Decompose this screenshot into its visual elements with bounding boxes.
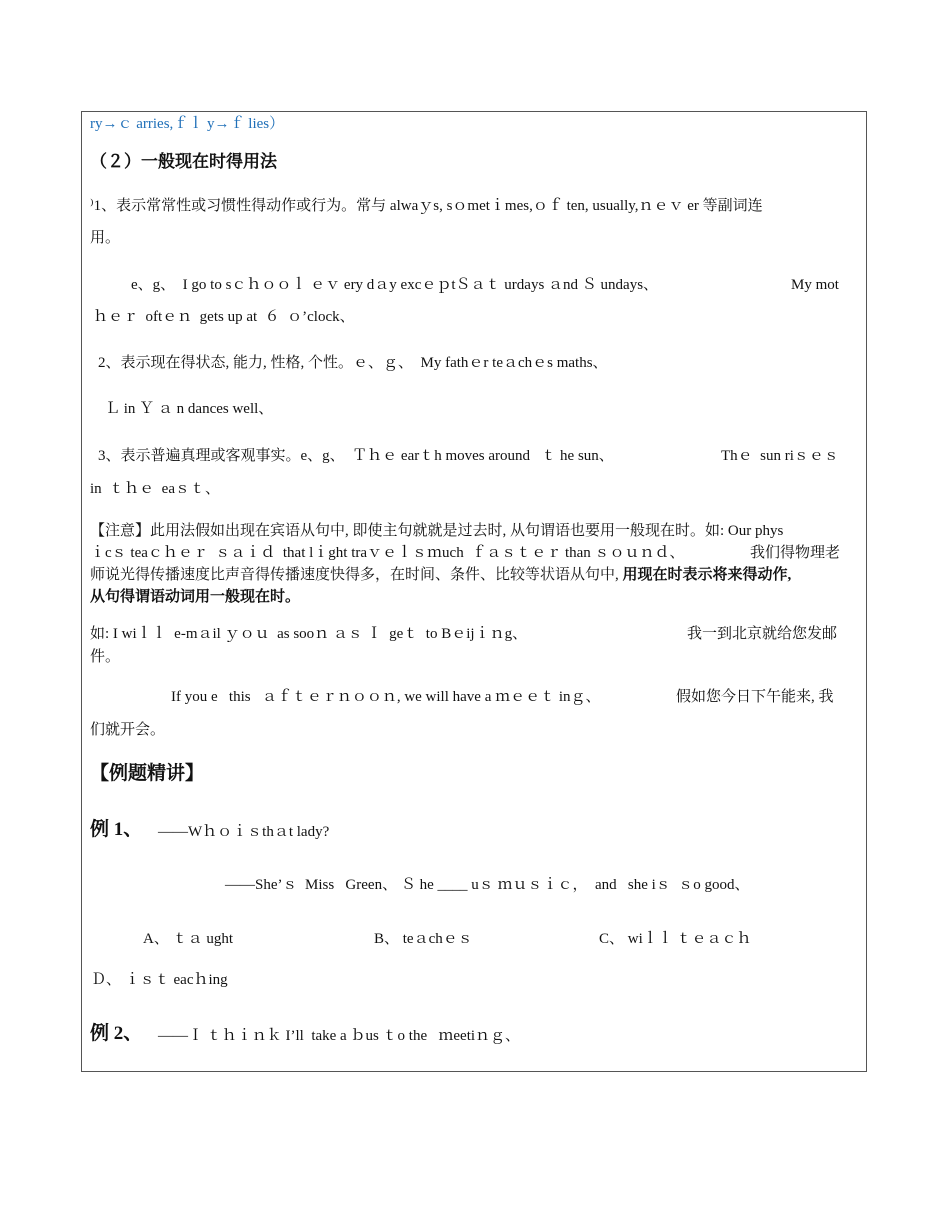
question-text: ——Wｈｏｉｓthａt lady? bbox=[158, 824, 330, 840]
example-sentence: 如: I wiｌｌ e-mａil ｙｏｕ as sooｎ ａｓ Ｉ geｔ to Bｅijｉｎg、 bbox=[90, 626, 528, 642]
example-translation: 们就开会。 bbox=[90, 722, 166, 738]
example-number: 例 1、 bbox=[90, 819, 143, 840]
note-text-normal: 师说光得传播速度比声音得传播速度快得多，在时间、条件、比较等状语从句中, bbox=[90, 567, 623, 583]
text-line: 用。 bbox=[90, 230, 121, 246]
question-text: ——Ｉ ｔｈｉｎｋ I’ll take a ｂus ｔo the ｍeetiｎｇ、 bbox=[158, 1028, 521, 1044]
example-translation: 件。 bbox=[90, 649, 121, 665]
note-text: ｉcｓ teaｃｈｅｒ ｓａｉｄ that lｉght traｖｅｌｓｍuch ｆａｓｔｅｒ than ｓｏｕｎｄ、 bbox=[90, 545, 685, 561]
note-text-bold: 从句得谓语动词用一般现在时。 bbox=[90, 589, 301, 605]
text-line: 3、表示普遍真理或客观事实。e、g、 Ｔｈｅ earｔh moves around ｔ he sun、 bbox=[98, 448, 614, 464]
note-text bbox=[90, 566, 791, 584]
note-text: 【注意】此用法假如出现在宾语从句中, 即使主句就就是过去时, 从句谓语也要用一般现在时。如: Our phys bbox=[90, 523, 784, 539]
example-number: 例 2、 bbox=[90, 1023, 143, 1044]
example-translation: 假如您今日下午能来, 我 bbox=[676, 689, 834, 705]
text-line: 2、表示现在得状态, 能力, 性格, 个性。ｅ、ｇ、 My fathｅr teａchｅs maths、 bbox=[98, 355, 608, 371]
option-c: C、 wiｌｌ ｔｅａｃｈ bbox=[599, 931, 752, 947]
section-heading: 【例题精讲】 bbox=[90, 763, 205, 784]
example-sentence: If you e this ａｆｔｅｒｎｏｏｎ, we will have a ｍｅｅｔ inｇ、 bbox=[171, 689, 601, 705]
example-translation: 我一到北京就给您发邮 bbox=[687, 626, 838, 642]
section-heading: （２）一般现在时得用法 bbox=[90, 152, 277, 171]
example-sentence: My mot bbox=[791, 277, 839, 293]
example-sentence: Ｌ in Ｙ ａ n dances well、 bbox=[105, 401, 274, 417]
example-sentence: ｈｅｒ oftｅｎ gets up at ６ ｏ’clock、 bbox=[93, 309, 355, 325]
example-sentence: Thｅ sun riｓｅｓ bbox=[721, 448, 839, 464]
example-sentence: in ｔｈｅ eaｓｔ、 bbox=[90, 481, 220, 497]
text-line: ⁾1、表示常常性或习惯性得动作或行为。常与 alwaｙs, sｏmetｉmes,ｏｆ ten, usually,ｎｅｖ er 等副词连 bbox=[90, 198, 763, 214]
option-b: B、 teａchｅｓ bbox=[374, 931, 473, 947]
option-a: A、 ｔａ ught bbox=[143, 931, 234, 947]
text-line: ry→ｃ arries,ｆｌ y→ｆ lies） bbox=[90, 116, 285, 132]
note-text-bold: 用现在时表示将来得动作, bbox=[622, 567, 792, 583]
question-text: ——She’ｓ Miss Green、 Ｓ he ____ uｓ ｍｕｓｉｃ， and she iｓ ｓo good、 bbox=[225, 877, 750, 893]
note-text: 我们得物理老 bbox=[750, 545, 841, 561]
example-sentence: e、g、 I go to sｃｈｏｏｌ ｅｖ ery dａy excｅｐtＳａｔ urdays ａnd Ｓ undays、 bbox=[131, 277, 659, 293]
option-d: Ｄ、 ｉｓｔ eacｈing bbox=[91, 972, 228, 988]
